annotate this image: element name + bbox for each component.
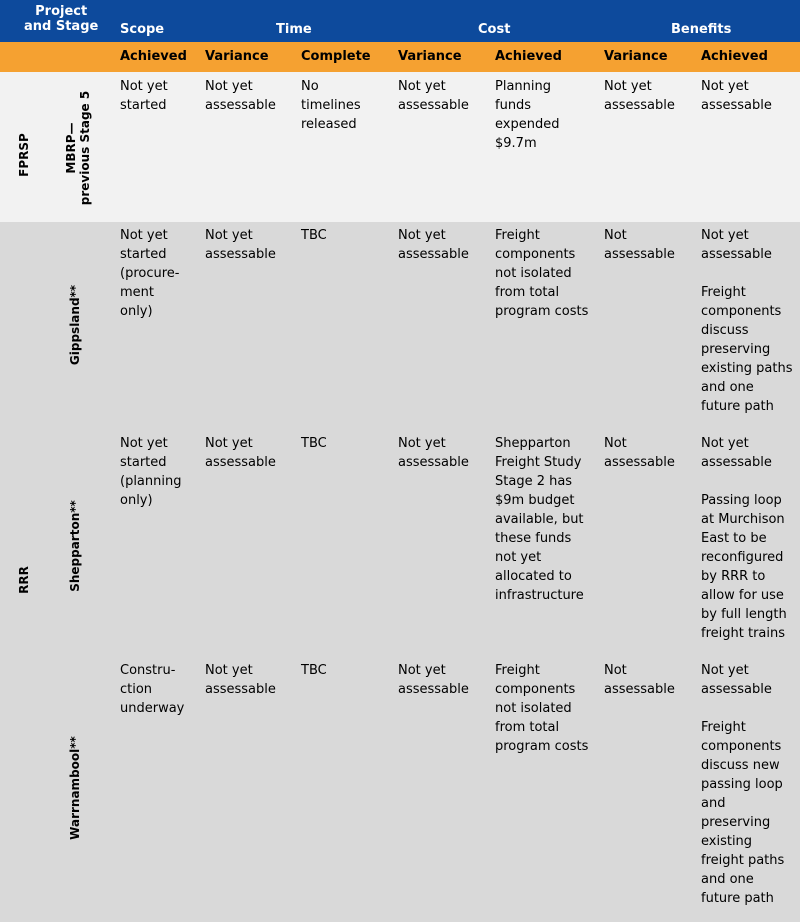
project-label-gippsland: Gippsland** [68, 284, 82, 366]
table-cell: Not yet assessable [398, 436, 469, 470]
table-cell: Not yet assessable Passing loop at Murchison East to be reconfigured by RRR to allow for use by full length freight trains [701, 436, 787, 641]
rrr-band [0, 222, 800, 922]
header-scope: Scope [120, 22, 165, 37]
table-cell: Not yet assessable [205, 228, 276, 262]
table-cell: TBC [301, 663, 327, 678]
header-benefits: Benefits [671, 22, 732, 37]
header-project-stage: Project and Stage [24, 4, 99, 34]
table-cell: Freight components not isolated from total program costs [495, 228, 589, 319]
table-cell: TBC [301, 228, 327, 243]
table-cell: Not assessable [604, 436, 675, 470]
table-cell: Not yet assessable [205, 79, 276, 113]
table-cell: Constru- ction underway [120, 663, 185, 716]
group-label-fprsp: FPRSP [17, 133, 31, 177]
project-label-warrnambool: Warrnambool** [68, 736, 82, 840]
table-cell: Not yet assessable Freight components discuss preserving existing paths and one future path [701, 228, 793, 414]
table-cell: Not yet assessable [398, 663, 469, 697]
subheader-time-variance: Variance [205, 49, 269, 64]
table-cell: Not yet started [120, 79, 168, 113]
group-label-rrr: RRR [17, 566, 31, 594]
subheader-cost-achieved: Achieved [495, 49, 562, 64]
table-cell: No timelines released [301, 79, 361, 132]
project-label-shepparton: Shepparton** [68, 500, 82, 592]
table-cell: Not yet assessable [604, 79, 675, 113]
subheader-time-complete: Complete [301, 49, 371, 64]
table-cell: Planning funds expended $9.7m [495, 79, 560, 151]
subheader-scope-achieved: Achieved [120, 49, 187, 64]
table-cell: Not yet assessable [398, 228, 469, 262]
project-label-mbrp: MBRP— previous Stage 5 [64, 90, 92, 206]
table-cell: Not yet started (procure- ment only) [120, 228, 180, 319]
table-cell: Not assessable [604, 228, 675, 262]
subheader-cost-variance: Variance [398, 49, 462, 64]
table-cell: Not yet assessable Freight components discuss new passing loop and preserving existing freight paths and one future path [701, 663, 785, 906]
table-cell: Not yet assessable [701, 79, 772, 113]
table-cell: Not yet assessable [205, 663, 276, 697]
header-time: Time [276, 22, 312, 37]
table-cell: Not yet started (planning only) [120, 436, 182, 508]
table-cell: Not assessable [604, 663, 675, 697]
table-cell: TBC [301, 436, 327, 451]
subheader-benefits-achieved: Achieved [701, 49, 768, 64]
subheader-benefits-variance: Variance [604, 49, 668, 64]
table-cell: Not yet assessable [205, 436, 276, 470]
table-cell: Shepparton Freight Study Stage 2 has $9m budget available, but these funds not yet allocated to infrastructure [495, 436, 584, 603]
table-cell: Freight components not isolated from total program costs [495, 663, 589, 754]
table-cell: Not yet assessable [398, 79, 469, 113]
header-cost: Cost [478, 22, 511, 37]
